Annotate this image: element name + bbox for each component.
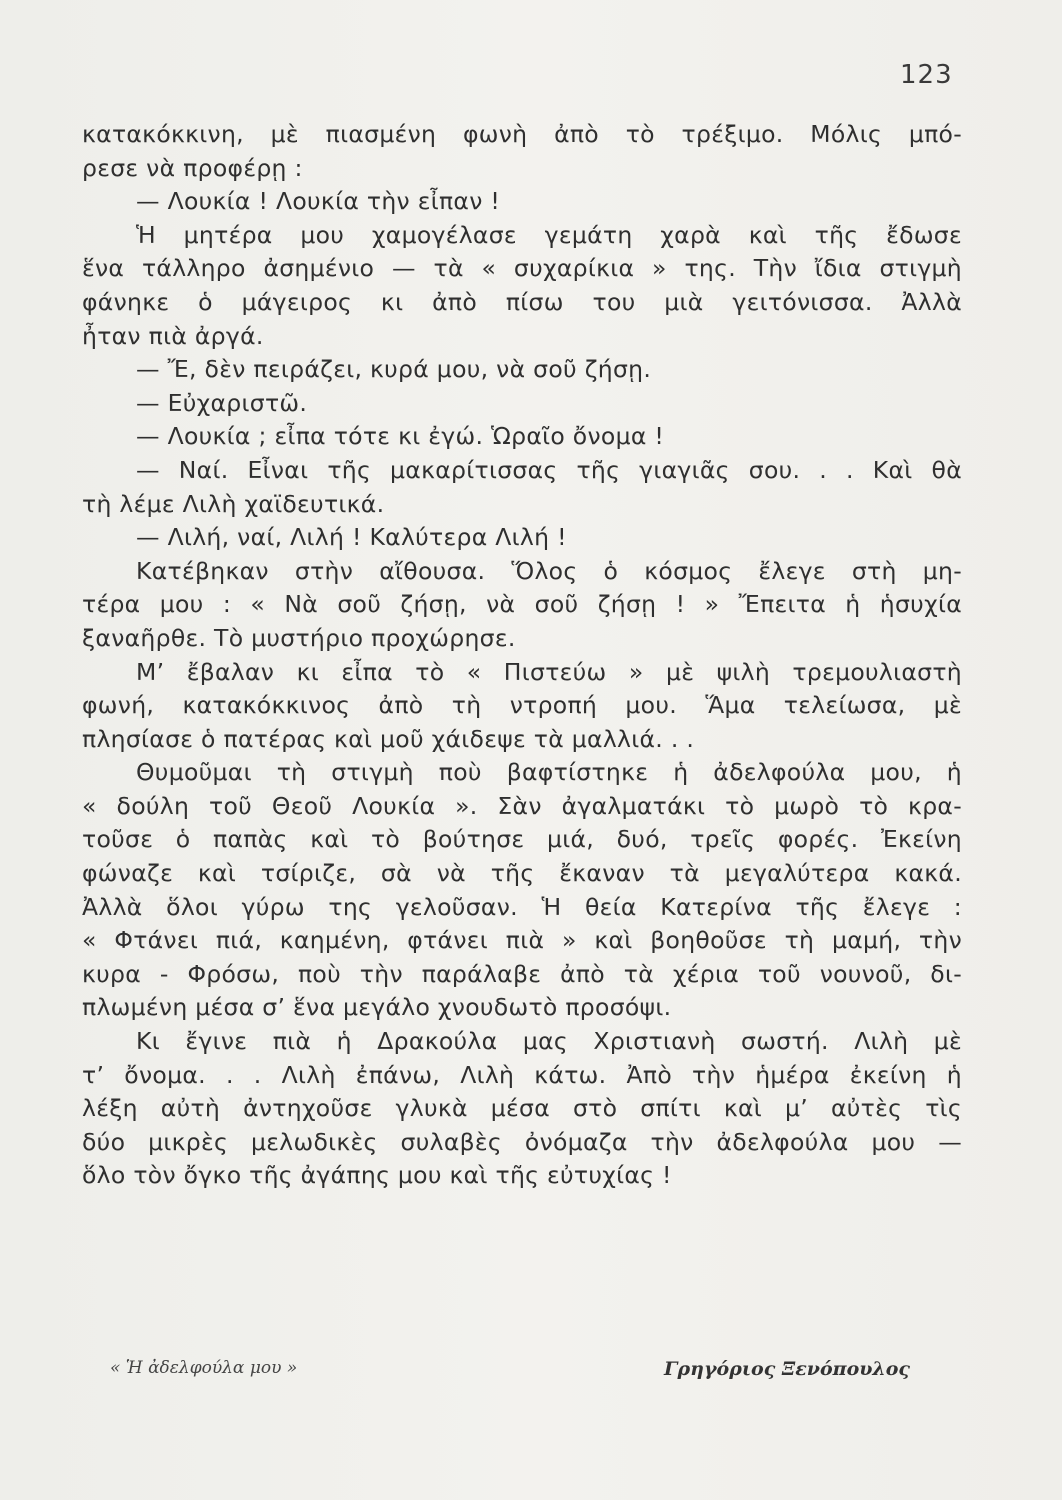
page-number: 123 <box>900 60 953 90</box>
text-line: Κι ἔγινε πιὰ ἡ Δρακούλα μας Χριστιανὴ σωστή. Λιλὴ μὲ <box>136 1027 962 1056</box>
text-line: φάνηκε ὁ μάγειρος κι ἀπὸ πίσω του μιὰ γειτόνισσα. Ἀλλὰ <box>82 287 962 316</box>
text-line: τοῦσε ὁ παπὰς καὶ τὸ βούτησε μιά, δυό, τρεῖς φορές. Ἐκείνη <box>82 825 962 854</box>
author-name: Γρηγόριος Ξενόπουλος <box>664 1358 910 1380</box>
text-line: « δούλη τοῦ Θεοῦ Λουκία ». Σὰν ἀγαλματάκι τὸ μωρὸ τὸ κρα- <box>82 791 962 820</box>
text-line: ξαναῆρθε. Τὸ μυστήριο προχώρησε. <box>82 623 516 652</box>
text-line: ἕνα τάλληρο ἀσημένιο — τὰ « συχαρίκια » της. Τὴν ἴδια στιγμὴ <box>82 254 962 283</box>
text-line: πλησίασε ὁ πατέρας καὶ μοῦ χάιδεψε τὰ μαλλιά. . . <box>82 724 695 753</box>
text-line: ὅλο τὸν ὄγκο τῆς ἀγάπης μου καὶ τῆς εὐτυχίας ! <box>82 1161 672 1190</box>
text-line: ἦταν πιὰ ἀργά. <box>82 321 264 350</box>
text-line: — Λιλή, ναί, Λιλή ! Καλύτερα Λιλή ! <box>136 523 567 552</box>
text-line: Ἀλλὰ ὅλοι γύρω της γελοῦσαν. Ἡ θεία Κατερίνα τῆς ἔλεγε : <box>82 892 962 921</box>
page-footer <box>110 1358 910 1388</box>
body-text <box>82 118 962 1193</box>
text-line: λέξη αὐτὴ ἀντηχοῦσε γλυκὰ μέσα στὸ σπίτι καὶ μ’ αὐτὲς τὶς <box>82 1094 962 1123</box>
text-line: δύο μικρὲς μελωδικὲς συλαβὲς ὀνόμαζα τὴν ἀδελφούλα μου — <box>82 1127 962 1156</box>
text-line: Θυμοῦμαι τὴ στιγμὴ ποὺ βαφτίστηκε ἡ ἀδελφούλα μου, ἡ <box>136 758 962 787</box>
text-line: φώναζε καὶ τσίριζε, σὰ νὰ τῆς ἔκαναν τὰ μεγαλύτερα κακά. <box>82 859 962 888</box>
text-line: φωνή, κατακόκκινος ἀπὸ τὴ ντροπή μου. Ἅμα τελείωσα, μὲ <box>82 691 962 720</box>
text-line: — Λουκία ; εἶπα τότε κι ἐγώ. Ὡραῖο ὄνομα ! <box>136 422 665 451</box>
text-line: πλωμένη μέσα σ’ ἕνα μεγάλο χνουδωτὸ προσόψι. <box>82 993 672 1022</box>
text-line: « Φτάνει πιά, καημένη, φτάνει πιὰ » καὶ βοηθοῦσε τὴ μαμή, τὴν <box>82 926 962 955</box>
text-line: Μ’ ἔβαλαν κι εἶπα τὸ « Πιστεύω » μὲ ψιλὴ τρεμουλιαστὴ <box>136 657 962 686</box>
text-line: — Ἔ, δὲν πειράζει, κυρά μου, νὰ σοῦ ζήσῃ. <box>136 355 652 384</box>
text-line: κυρα - Φρόσω, ποὺ τὴν παράλαβε ἀπὸ τὰ χέρια τοῦ νουνοῦ, δι- <box>82 959 962 988</box>
text-line: — Ναί. Εἶναι τῆς μακαρίτισσας τῆς γιαγιᾶς σου. . . Καὶ θὰ <box>136 455 962 484</box>
text-line: τέρα μου : « Νὰ σοῦ ζήσῃ, νὰ σοῦ ζήσῃ ! » Ἔπειτα ἡ ἡσυχία <box>82 590 962 619</box>
text-line: κατακόκκινη, μὲ πιασμένη φωνὴ ἀπὸ τὸ τρέξιμο. Μόλις μπό- <box>82 120 962 148</box>
text-line: — Εὐχαριστῶ. <box>136 388 308 417</box>
text-line: τ’ ὄνομα. . . Λιλὴ ἐπάνω, Λιλὴ κάτω. Ἀπὸ τὴν ἡμέρα ἐκείνη ἡ <box>82 1060 962 1089</box>
text-line: Ἡ μητέρα μου χαμογέλασε γεμάτη χαρὰ καὶ τῆς ἔδωσε <box>136 220 962 249</box>
text-line: — Λουκία ! Λουκία τὴν εἶπαν ! <box>136 187 501 216</box>
text-line: ρεσε νὰ προφέρῃ : <box>82 153 303 182</box>
source-title: « Ἡ ἀδελφούλα μου » <box>110 1358 298 1378</box>
text-line: Κατέβηκαν στὴν αἴθουσα. Ὅλος ὁ κόσμος ἔλεγε στὴ μη- <box>136 556 962 585</box>
text-line: τὴ λέμε Λιλὴ χαϊδευτικά. <box>82 489 385 518</box>
